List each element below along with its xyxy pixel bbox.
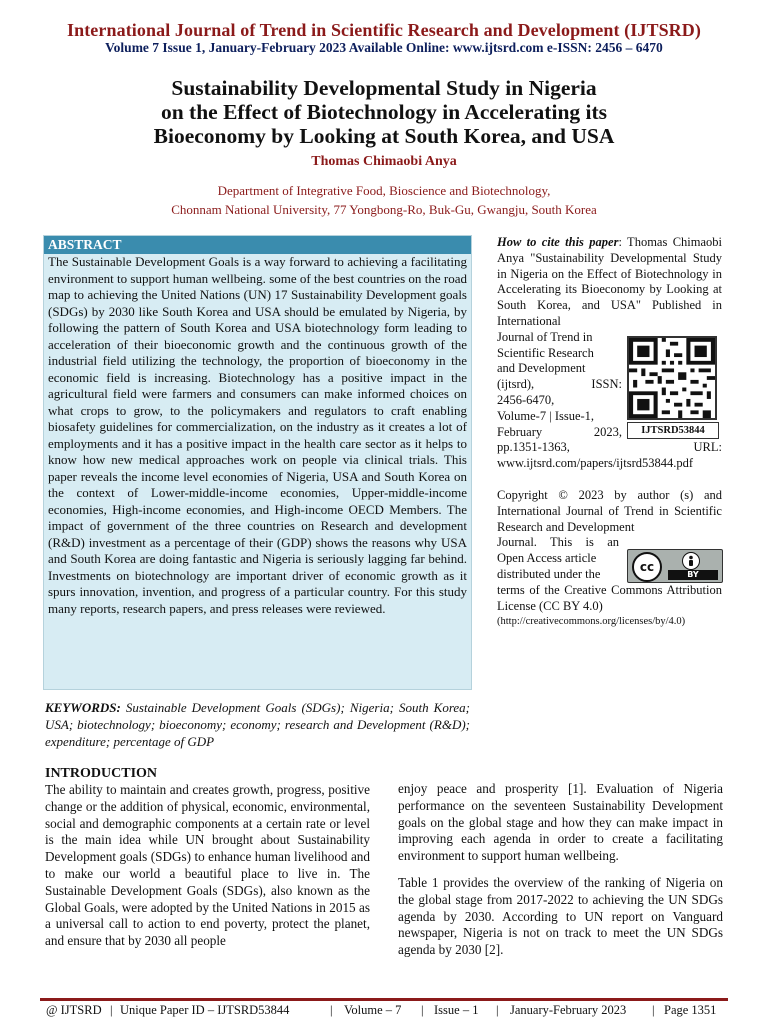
citation-line: 2456-6470,: [497, 392, 555, 407]
footer-separator: |: [652, 1003, 655, 1017]
abstract-box: [43, 235, 472, 690]
keywords-text: Sustainable Development Goals (SDGs); Nigeria; South Korea; USA; biotechnology; bioeconomy; economy; research and Development (R&D); expenditure; percentage of GDP: [45, 700, 470, 749]
paper-title-line: on the Effect of Biotechnology in Accelerating its: [160, 100, 608, 124]
citation-line: pp.1351-1363, URL:: [497, 440, 722, 455]
copyright-line: distributed under the: [497, 566, 601, 581]
attribution-person-icon: [682, 552, 700, 570]
qr-code-icon: [627, 336, 717, 420]
introduction-paragraph: Table 1 provides the overview of the ranking of Nigeria on the global stage from 2017-2022 to achieving the UN SDGs agenda by 2030. According to UN report on Vanguard newspaper, Nigeria is not on track to meet the UN SDGs agenda by 2030 [2].: [398, 874, 723, 958]
affiliation-line: Chonnam National University, 77 Yongbong-Ro, Buk-Gu, Gwangju, South Korea: [171, 202, 597, 217]
qr-code-block: [627, 336, 717, 439]
journal-title: International Journal of Trend in Scientific Research and Development (IJTSRD): [67, 20, 701, 40]
abstract-heading: ABSTRACT: [44, 236, 471, 254]
introduction-right-column: [398, 781, 723, 959]
copyright-text-bottom: terms of the Creative Commons Attribution License (CC BY 4.0): [497, 582, 722, 613]
footer-volume: Volume – 7: [344, 1003, 402, 1017]
cc-by-badge[interactable]: [627, 549, 723, 583]
keywords: [45, 699, 470, 750]
by-label: BY: [668, 570, 718, 580]
copyright-line: Journal. This is an: [497, 535, 619, 550]
footer-issue: Issue – 1: [434, 1003, 479, 1017]
copyright-beside-badge: [497, 535, 619, 582]
author-name: Thomas Chimaobi Anya: [311, 154, 457, 169]
affiliation-line: Department of Integrative Food, Bioscience and Biotechnology,: [217, 183, 551, 198]
affiliation: [0, 181, 768, 219]
introduction-heading: INTRODUCTION: [45, 766, 158, 781]
paper-title-line: Bioeconomy by Looking at South Korea, and USA: [153, 124, 615, 148]
keywords-label: KEYWORDS:: [45, 700, 121, 715]
footer-separator: |: [330, 1003, 333, 1017]
introduction-left-column: [45, 782, 370, 950]
license-url[interactable]: (http://creativecommons.org/licenses/by/4.0): [497, 616, 686, 628]
citation-text: [497, 235, 722, 330]
journal-issue-line: Volume 7 Issue 1, January-February 2023 Available Online: www.ijtsrd.com e-ISSN: 2456 – 6470: [105, 40, 663, 55]
qr-code-label: IJTSRD53844: [627, 422, 719, 439]
paper-title-line: Sustainability Developmental Study in Nigeria: [171, 76, 597, 100]
footer-separator: |: [496, 1003, 499, 1017]
paper-title: [40, 76, 728, 148]
footer-separator: |: [421, 1003, 424, 1017]
citation-line: and Development: [497, 361, 586, 376]
citation-line: Journal of Trend in: [497, 329, 593, 344]
citation-line: (ijtsrd), ISSN:: [497, 377, 622, 392]
footer-divider: [40, 998, 728, 1001]
citation-beside-qr: [497, 330, 622, 441]
cc-icon: cc: [632, 552, 662, 582]
citation-url[interactable]: www.ijtsrd.com/papers/ijtsrd53844.pdf: [497, 456, 694, 471]
footer-paper-id: Unique Paper ID – IJTSRD53844: [120, 1003, 290, 1017]
copyright-line: Open Access article: [497, 551, 597, 566]
copyright-text-top: Copyright © 2023 by author (s) and International Journal of Trend in Scientific Research and Development: [497, 487, 722, 534]
citation-text-top: : Thomas Chimaobi Anya "Sustainability Developmental Study in Nigeria on the Effect of Biotechnology in Accelerating its Bioeconomy by Looking at South Korea, and USA" Published in International: [497, 235, 722, 328]
citation-lead: How to cite this paper: [497, 235, 619, 249]
footer-page: Page 1351: [664, 1003, 717, 1017]
introduction-paragraph: enjoy peace and prosperity [1]. Evaluation of Nigeria performance on the seventeen Sustainability Development goals on the global stage and how they can make impact in improving each agenda in order to create a facilitating environment to support human wellbeing.: [398, 781, 723, 864]
footer-site: @ IJTSRD: [46, 1003, 102, 1017]
citation-line: Volume-7 | Issue-1,: [497, 408, 595, 423]
footer-date: January-February 2023: [510, 1003, 627, 1017]
citation-line: February 2023,: [497, 424, 622, 439]
footer-separator: |: [110, 1003, 113, 1017]
citation-line: Scientific Research: [497, 345, 594, 360]
abstract-text: The Sustainable Development Goals is a way forward to achieving a facilitating environment to support human wellbeing. some of the best countries on the road map to achieving the United Nations (UN) 17 Sustainability Development goals (SDGs) by 2030 like South Korea and USA should be emulated by Nigeria, by following the pattern of South Korea and USA biotechnology form leading to acceleration of their bioeconomic growth and the continuous growth of the industrial field utilizing the technology, the proportion of bioeconomy in the economic field is increasing. Biotechnology has a positive impact in the agricultural field were farmers and consumers can make informed choices on what crops to grow, to the policymakers and regulators to craft enabling biosafety guidelines for commercialization, on the industry as it creates a lot of employments and it has a positive impact in the health care sector as it helps to know how new medical approaches work on people via clinical trials. This paper reveals the income level economies of Nigeria, USA and South Korea on the context of Lower-middle-income economies, Upper-middle-income economies, High-income economies, and High-income OECD Members. The impact of government of the three countries on Research and development (R&D) investment as a percentage of their (GDP) shows the reasons why USA and South Korea are doing fantastic and Nigeria is seriously lagging far behind. Investments on biotechnology are important driver of economic growth as it spurs innovation, invention, and progress of a particular country. For this study many reports, research papers, and press releases were reviewed.: [48, 254, 467, 616]
introduction-paragraph: The ability to maintain and creates growth, progress, positive change or the addition of physical, economic, environmental, social and demographic components at a certain rate or level is the main idea while UN brought about Sustainability Development goals (SDGs) to enhance human livelihood and to make our world a beautiful place to live in. The Sustainable Development Goals (SDGs), also known as the Global Goals, were adopted by the United Nations in 2015 as a universal call to action to end poverty, protect the planet, and ensure that by 2030 all people: [45, 782, 370, 949]
